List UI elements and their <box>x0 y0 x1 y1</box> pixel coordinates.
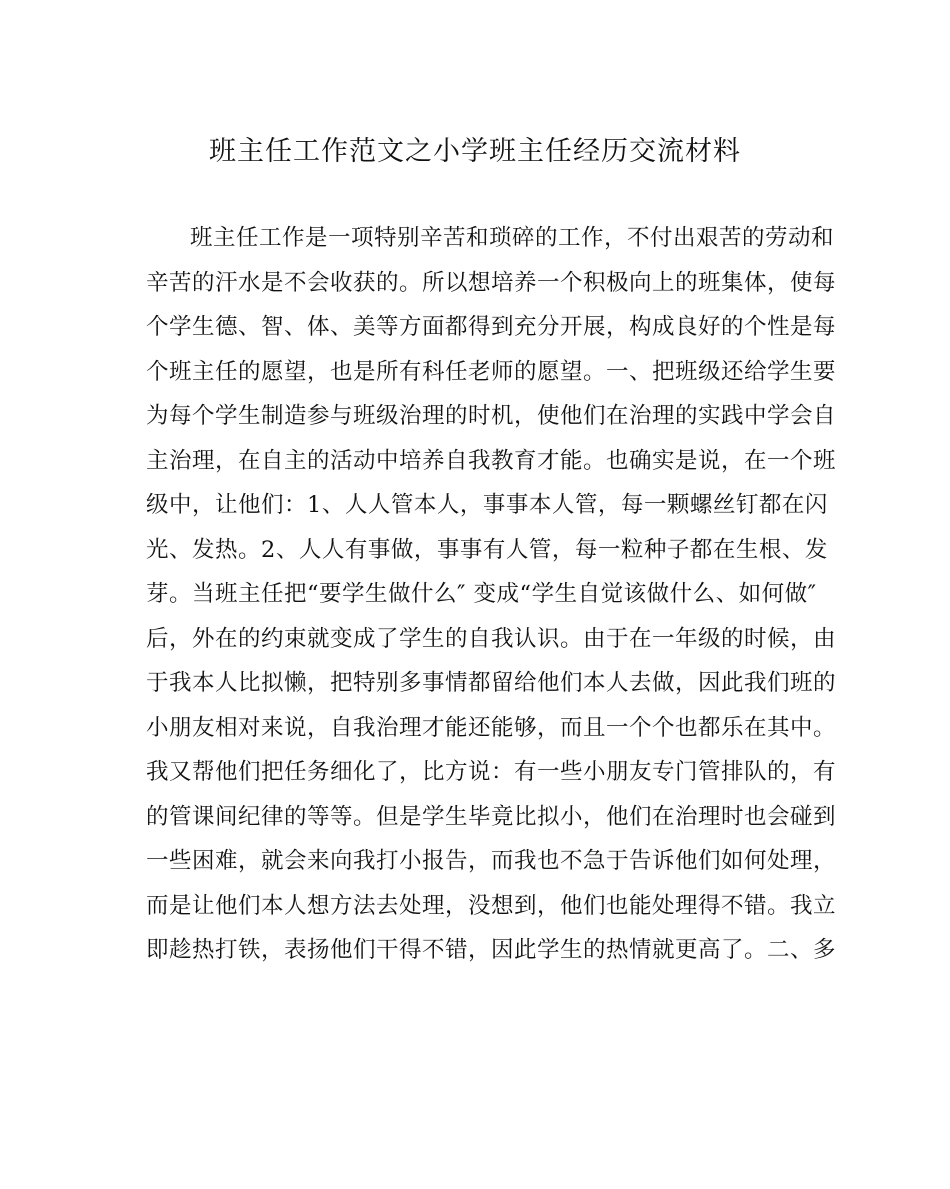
body-line: 个班主任的愿望，也是所有科任老师的愿望。一、把班级还给学生要 <box>146 358 837 385</box>
body-line: 班主任工作是一项特别辛苦和琐碎的工作，不付出艰苦的劳动和 <box>190 225 835 251</box>
body-line: 芽。当班主任把“要学生做什么″ 变成“学生自觉该做什么、如何做″ <box>146 581 817 607</box>
body-line: 的管课间纪律的等等。但是学生毕竟比拟小，他们在治理时也会碰到 <box>146 803 837 830</box>
body-line: 一些困难，就会来向我打小报告，而我也不急于告诉他们如何处理， <box>146 848 837 874</box>
document-body <box>146 222 837 979</box>
body-line: 级中，让他们：1、人人管本人，事事本人管，每一颗螺丝钉都在闪 <box>146 492 828 518</box>
body-line: 辛苦的汗水是不会收获的。所以想培养一个积极向上的班集体，使每 <box>146 269 837 296</box>
body-line: 小朋友相对来说，自我治理才能还能够，而且一个个也都乐在其中。 <box>146 714 837 741</box>
body-line: 即趁热打铁，表扬他们干得不错，因此学生的热情就更高了。二、多 <box>146 937 837 963</box>
body-line: 后，外在的约束就变成了学生的自我认识。由于在一年级的时候，由 <box>146 625 837 652</box>
body-line: 主治理，在自主的活动中培养自我教育才能。也确实是说，在一个班 <box>146 447 837 474</box>
document-title: 班主任工作范文之小学班主任经历交流材料 <box>209 136 741 167</box>
body-line: 光、发热。2、人人有事做，事事有人管，每一粒种子都在生根、发 <box>146 536 828 563</box>
body-line: 个学生德、智、体、美等方面都得到充分开展，构成良好的个性是每 <box>146 314 837 340</box>
body-line: 为每个学生制造参与班级治理的时机，使他们在治理的实践中学会自 <box>146 403 837 429</box>
body-line: 我又帮他们把任务细化了，比方说：有一些小朋友专门管排队的，有 <box>146 759 837 785</box>
body-line: 而是让他们本人想方法去处理，没想到，他们也能处理得不错。我立 <box>146 892 837 919</box>
body-line: 于我本人比拟懒，把特别多事情都留给他们本人去做，因此我们班的 <box>146 670 837 696</box>
